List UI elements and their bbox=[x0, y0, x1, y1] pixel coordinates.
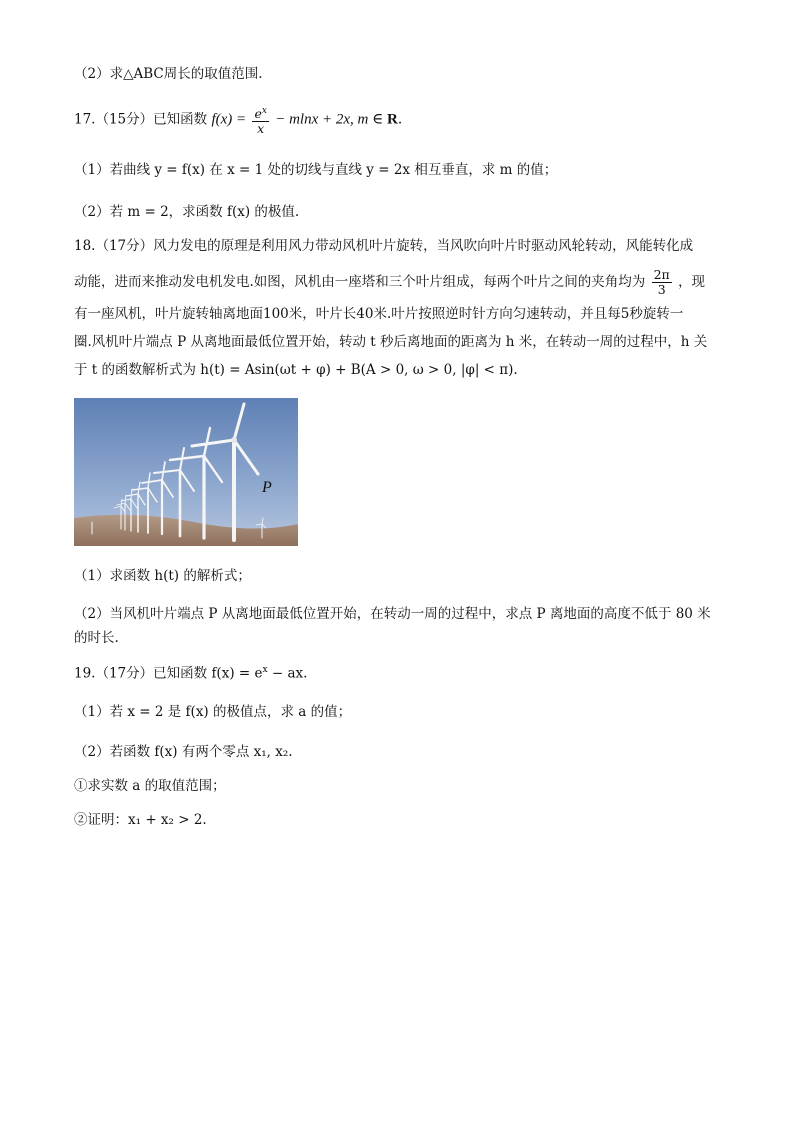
q17-head: 17.（15分）已知函数 bbox=[74, 111, 208, 128]
q18-line2 bbox=[74, 268, 705, 297]
q18-line3: 有一座风机，叶片旋转轴离地面100米，叶片长40米.叶片按照逆时针方向匀速转动，并且每5秒旋转一 bbox=[74, 306, 684, 322]
q17-part2: （2）若 m = 2，求函数 f(x) 的极值. bbox=[74, 204, 300, 220]
q18-line5: 于 t 的函数解析式为 h(t) = Asin(ωt + φ) + B(A > 0, ω > 0, |φ| < π). bbox=[74, 362, 518, 378]
q18-part2-line1: （2）当风机叶片端点 P 从离地面最低位置开始，在转动一周的过程中，求点 P 离地面的高度不低于 80 米 bbox=[74, 606, 711, 622]
q19-sub1: ①求实数 a 的取值范围； bbox=[74, 778, 226, 794]
q17-frac-num: $e^x$ bbox=[254, 106, 267, 122]
q19-head-line bbox=[74, 660, 307, 684]
q19-part2: （2）若函数 f(x) 有两个零点 x₁, x₂. bbox=[74, 744, 293, 760]
q17-set: R bbox=[386, 111, 398, 128]
q19-sub2: ②证明：x₁ + x₂ > 2. bbox=[74, 812, 207, 828]
main-hub bbox=[231, 437, 237, 443]
q18-part2-line2: 的时长. bbox=[74, 630, 119, 646]
q18-angle-fraction bbox=[652, 268, 672, 297]
q17-part1: （1）若曲线 y = f(x) 在 x = 1 处的切线与直线 y = 2x 相互垂直，求 m 的值； bbox=[74, 162, 558, 178]
q18-angle-num: 2π bbox=[653, 267, 670, 282]
q18-angle-den: 3 bbox=[657, 282, 666, 297]
q17-fx: f(x) = bbox=[211, 111, 247, 128]
q18-line2-tail: ，现 bbox=[678, 274, 706, 290]
q18-part1: （1）求函数 h(t) 的解析式； bbox=[74, 568, 251, 584]
q19-head-tail: − ax. bbox=[267, 665, 308, 682]
point-p-label: P bbox=[262, 479, 272, 496]
q19-part1: （1）若 x = 2 是 f(x) 的极值点，求 a 的值； bbox=[74, 704, 352, 720]
q19-head-sup: x bbox=[262, 665, 268, 675]
q17-fraction bbox=[252, 104, 268, 136]
q18-line1: 18.（17分）风力发电的原理是利用风力带动风机叶片旋转，当风吹向叶片时驱动风轮转动，风能转化成 bbox=[74, 238, 694, 254]
q16-part2: （2）求△ABC周长的取值范围. bbox=[74, 66, 263, 82]
wind-turbine-photo bbox=[74, 398, 298, 546]
q18-line2-text: 动能，进而来推动发电机发电.如图，风机由一座塔和三个叶片组成，每两个叶片之间的夹角均为 bbox=[74, 274, 646, 290]
q18-line4: 圈.风机叶片端点 P 从离地面最低位置开始，转动 t 秒后离地面的距离为 h 米，在转动一周的过程中，h 关 bbox=[74, 334, 708, 350]
q17-head-line bbox=[74, 104, 402, 136]
q17-tail: . bbox=[397, 111, 403, 128]
q17-rest: − mlnx + 2x, m ∈ bbox=[275, 111, 387, 128]
q17-frac-den: x bbox=[257, 121, 265, 137]
q19-head: 19.（17分）已知函数 f(x) = e bbox=[74, 665, 263, 682]
